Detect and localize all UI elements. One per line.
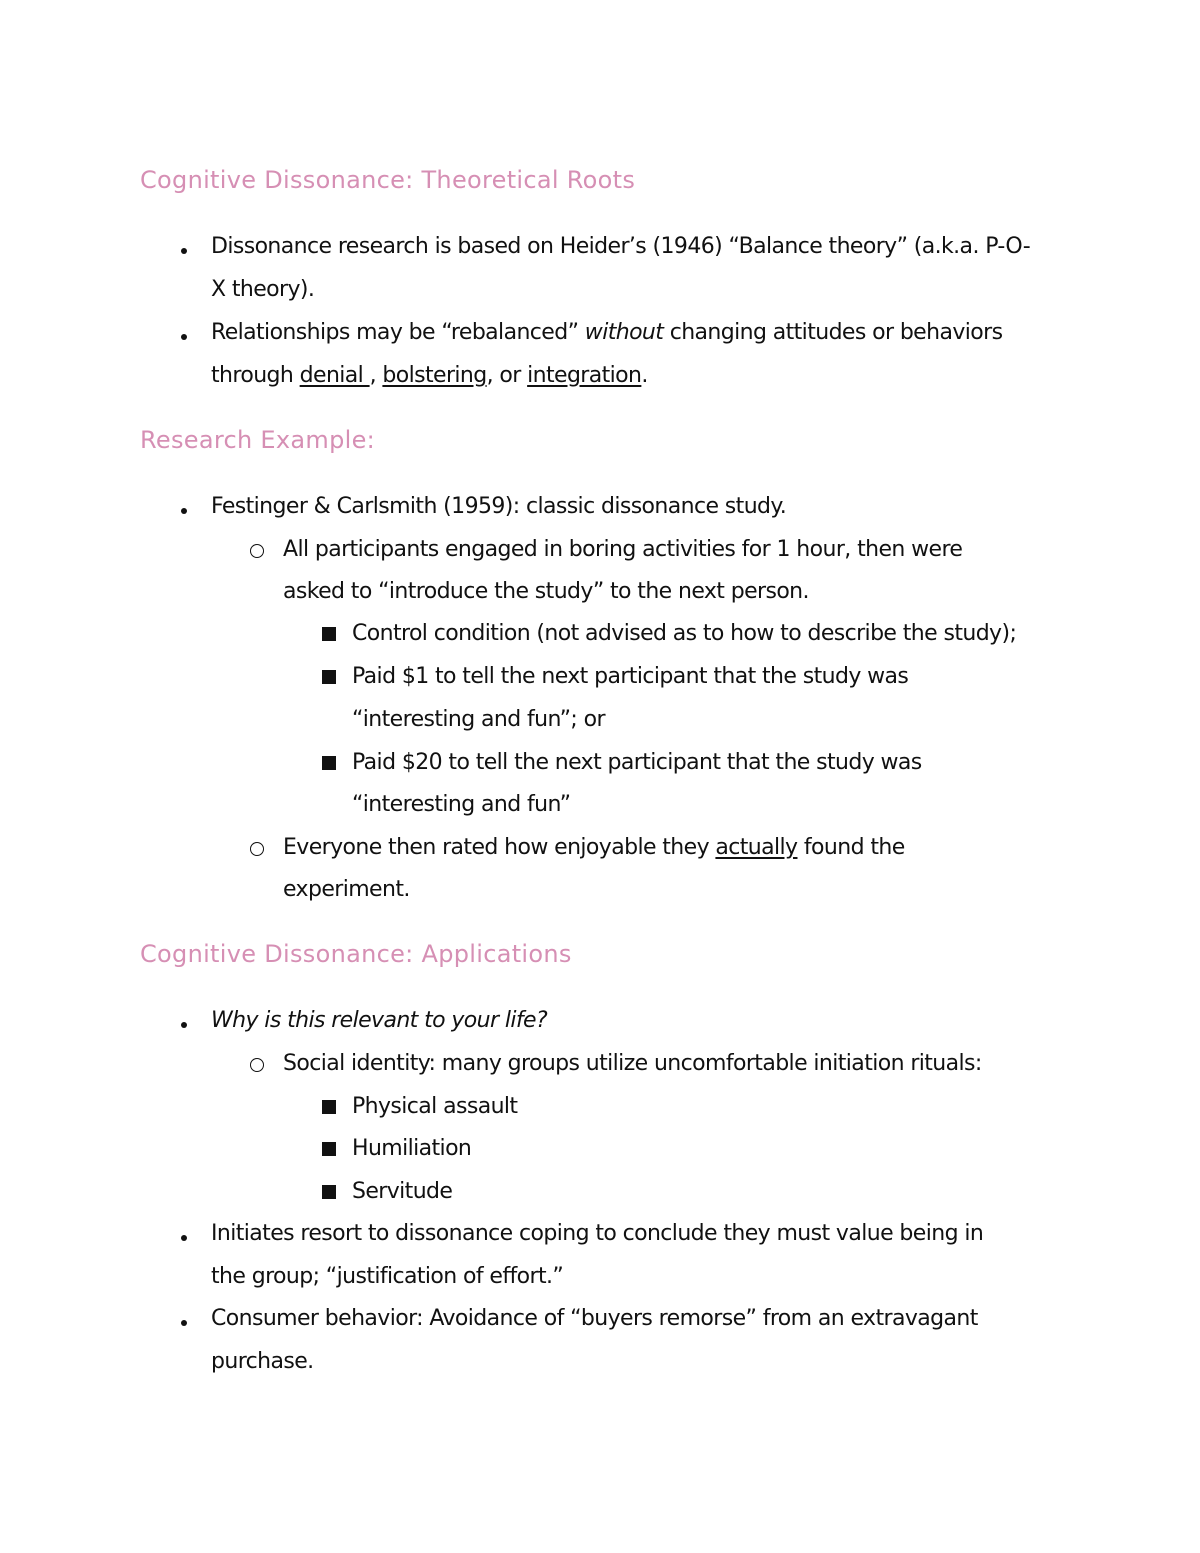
bullet-disc xyxy=(181,248,187,254)
list-item-line: Control condition (not advised as to how to describe the study); xyxy=(352,621,1017,646)
section-heading-theoretical-roots: Cognitive Dissonance: Theoretical Roots xyxy=(140,166,636,194)
list-item-line: experiment. xyxy=(283,877,410,902)
bullet-square xyxy=(322,627,336,641)
list-item-line: the group; “justification of effort.” xyxy=(211,1264,564,1289)
underlined-term-integration: integration xyxy=(527,363,642,388)
list-item-line xyxy=(283,833,905,863)
list-item-line: “interesting and fun”; or xyxy=(352,707,605,732)
text-run: , or xyxy=(486,363,528,388)
text-run: changing attitudes or behaviors xyxy=(663,320,1003,345)
bullet-disc xyxy=(181,508,187,514)
list-item-line: Why is this relevant to your life? xyxy=(211,1008,548,1033)
list-item-line xyxy=(211,318,1002,348)
bullet-disc xyxy=(181,1320,187,1326)
underlined-term-bolstering: bolstering xyxy=(382,363,487,388)
list-item-line: asked to “introduce the study” to the next person. xyxy=(283,579,809,604)
bullet-circle xyxy=(250,1058,264,1072)
list-item-line: Social identity: many groups utilize uncomfortable initiation rituals: xyxy=(283,1051,982,1076)
bullet-disc xyxy=(181,334,187,340)
list-item-line: X theory). xyxy=(211,277,315,302)
text-run: Everyone then rated how enjoyable they xyxy=(283,835,716,860)
emphasis-text: without xyxy=(584,320,664,345)
bullet-square xyxy=(322,756,336,770)
text-run: found the xyxy=(797,835,905,860)
underlined-term-actually: actually xyxy=(715,835,798,860)
list-item-line: Festinger & Carlsmith (1959): classic dissonance study. xyxy=(211,494,787,519)
underlined-term-denial: denial xyxy=(299,363,370,388)
section-heading-research-example: Research Example: xyxy=(140,426,376,454)
list-item-line: Initiates resort to dissonance coping to conclude they must value being in xyxy=(211,1221,984,1246)
list-item-line xyxy=(211,361,648,391)
list-item-line: Paid $1 to tell the next participant that the study was xyxy=(352,664,909,689)
text-run: Relationships may be “rebalanced” xyxy=(211,320,585,345)
bullet-square xyxy=(322,1142,336,1156)
list-item-line: Paid $20 to tell the next participant that the study was xyxy=(352,750,922,775)
bullet-square xyxy=(322,1100,336,1114)
text-run: . xyxy=(641,363,648,388)
text-run: through xyxy=(211,363,300,388)
bullet-circle xyxy=(250,842,264,856)
section-heading-applications: Cognitive Dissonance: Applications xyxy=(140,940,572,968)
list-item-line: All participants engaged in boring activities for 1 hour, then were xyxy=(283,537,963,562)
list-item-line: Consumer behavior: Avoidance of “buyers remorse” from an extravagant xyxy=(211,1306,978,1331)
bullet-disc xyxy=(181,1022,187,1028)
list-item-line: purchase. xyxy=(211,1349,314,1374)
bullet-square xyxy=(322,1185,336,1199)
bullet-disc xyxy=(181,1235,187,1241)
list-item-line: Humiliation xyxy=(352,1136,472,1161)
list-item-line: Servitude xyxy=(352,1179,453,1204)
list-item-line: “interesting and fun” xyxy=(352,792,571,817)
bullet-circle xyxy=(250,544,264,558)
bullet-square xyxy=(322,670,336,684)
list-item-line: Dissonance research is based on Heider’s (1946) “Balance theory” (a.k.a. P-O- xyxy=(211,234,1031,259)
text-run: , xyxy=(369,363,383,388)
list-item-line: Physical assault xyxy=(352,1094,518,1119)
